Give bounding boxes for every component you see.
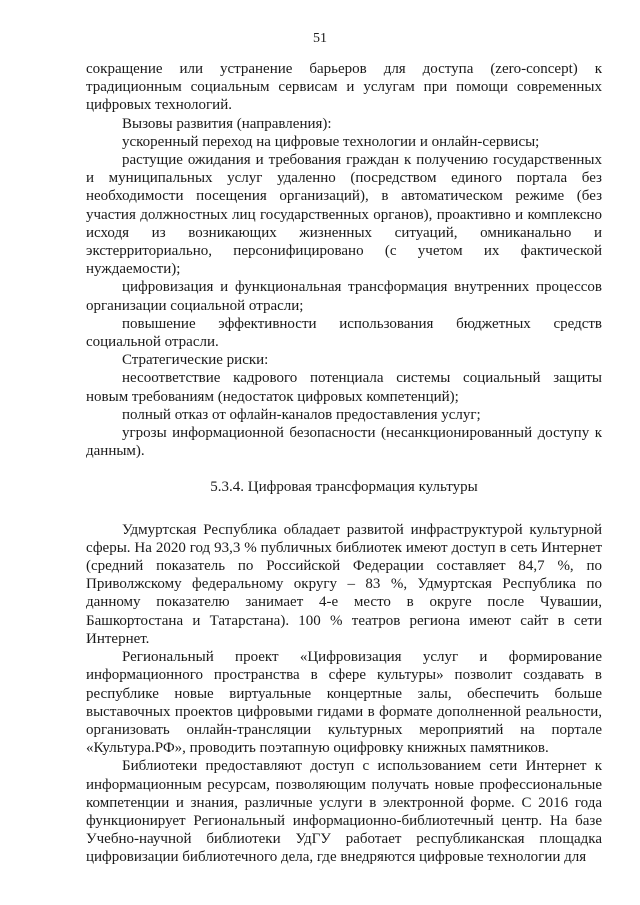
list-item-challenge: растущие ожидания и требования граждан к получению государственных и муниципальных услуг удаленно (посредством единого портала без необходимости посещения организаций), в автоматическом режиме (без участия должностных лиц государственных органов), проактивно и комплексно исходя из возникающих жизненных ситуаций, омниканально и экстерриториально, персонифицировано (с учетом их фактической нуждаемости); [86,152,602,278]
page-body [86,60,602,867]
list-item-challenge: ускоренный переход на цифровые технологии и онлайн-сервисы; [122,133,540,150]
list-item-risk: угрозы информационной безопасности (несанкционированный доступу к данным). [86,425,602,460]
list-item-challenge: цифровизация и функциональная трансформация внутренних процессов организации социальной отрасли; [86,279,602,314]
list-item-challenge: повышение эффективности использования бюджетных средств социальной отрасли. [86,315,602,351]
page-number: 51 [313,31,327,46]
paragraph-intro: сокращение или устранение барьеров для доступа (zero-concept) к традиционным социальным сервисам и услугам при помощи современных цифровых технологий. [86,61,602,114]
spacer [86,497,602,521]
paragraph-risks-heading: Стратегические риски: [122,352,269,369]
paragraph-challenges-heading: Вызовы развития (направления): [122,115,332,132]
list-item-risk: полный отказ от офлайн-каналов предоставления услуг; [122,406,481,423]
section-heading: 5.3.4. Цифровая трансформация культуры [210,479,478,496]
list-item-risk: несоответствие кадрового потенциала системы социальный защиты новым требованиям (недостаток цифровых компетенций); [86,370,602,405]
spacer [86,460,602,478]
body-paragraph: Удмуртская Республика обладает развитой инфраструктурой культурной сферы. На 2020 год 93,3 % публичных библиотек имеют доступ в сеть Интернет (средний показатель по Российской Федерации составляет 84,7 %, по Приволжскому федеральному округу – 83 %, Удмуртская Республика по данному показателю занимает 4-е место в округе после Чувашии, Башкортостана и Татарстана). 100 % театров региона имеют сайт в сети Интернет. [86,521,602,647]
body-paragraph: Библиотеки предоставляют доступ с использованием сети Интернет к информационным ресурсам, позволяющим получать новые профессиональные компетенции и знания, различные услуги в электронной форме. С 2016 года функционирует Региональный информационно-библиотечный центр. На базе Учебно-научной библиотеки УдГУ работает республиканская площадка цифровизации библиотечного дела, где внедряются цифровые технологии для [86,758,602,866]
body-paragraph: Региональный проект «Цифровизация услуг и формирование информационного пространства в сфере культуры» позволит создавать в республике новые виртуальные концертные залы, обеспечить больше выставочных проектов цифровыми гидами в формате дополненной реальности, организовать онлайн-трансляции культурных мероприятий на портале «Культура.РФ», проводить поэтапную оцифровку книжных памятников. [86,649,602,757]
